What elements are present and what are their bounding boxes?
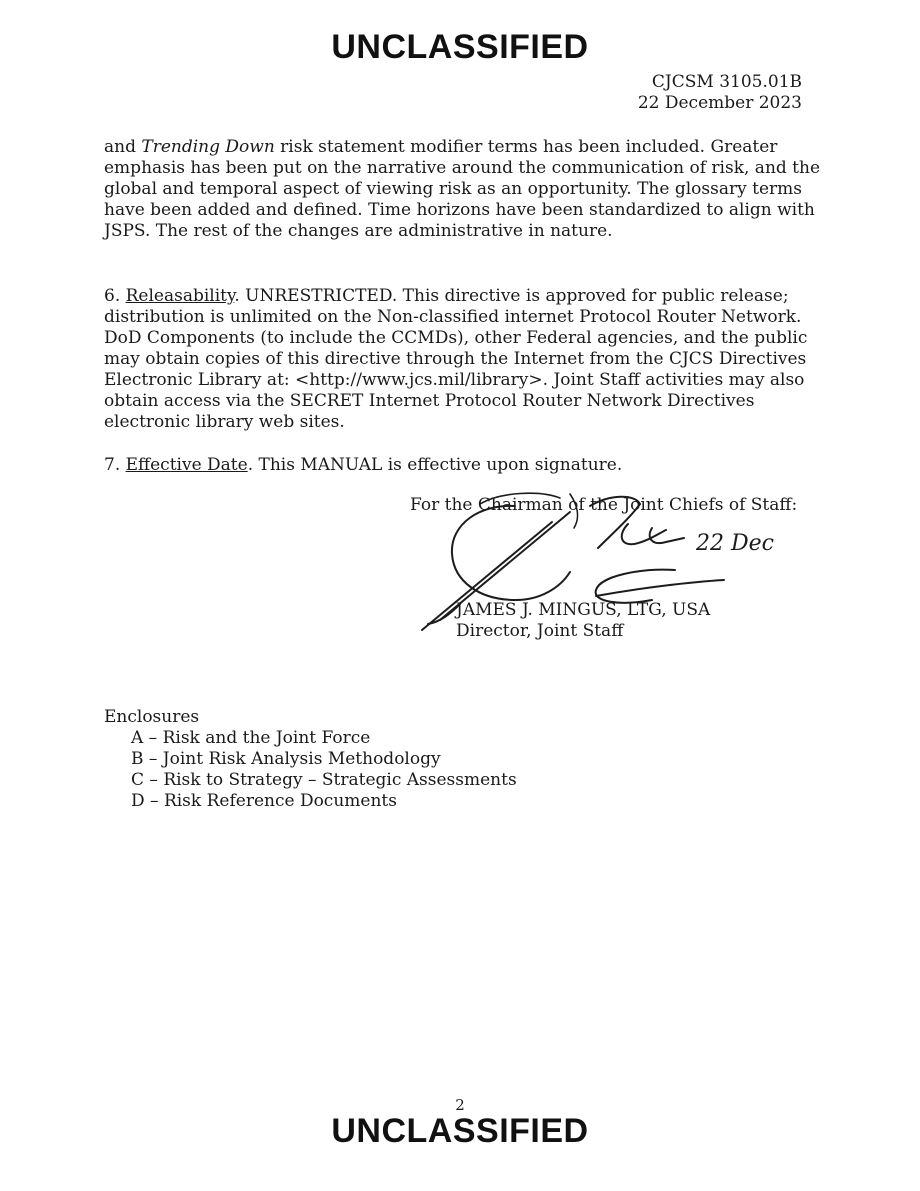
effective-date-paragraph <box>104 455 824 476</box>
document-number: CJCSM 3105.01B <box>651 72 802 92</box>
signer-title: Director, Joint Staff <box>456 621 624 641</box>
paragraph-continuation <box>104 137 824 242</box>
enclosures-list <box>104 707 517 812</box>
handwritten-date: 22 Dec <box>696 531 774 556</box>
paragraph-emphasis: Trending Down <box>141 137 275 157</box>
enclosures-items <box>131 728 517 812</box>
classification-header: UNCLASSIFIED <box>331 28 589 66</box>
document-meta <box>638 72 802 114</box>
effective-date-text: . This MANUAL is effective upon signature. <box>247 455 623 475</box>
list-item: A – Risk and the Joint Force <box>131 728 371 748</box>
releasability-text: . UNRESTRICTED. This directive is approved for public release; distribution is unlimited on the Non-classified internet Protocol Router Network. DoD Components (to include the CCMDs), other Federal agencies, and the public may obtain copies of this directive through the Internet from the CJCS Directives Electronic Library at: <http://www.jcs.mil/library>. Joint Staff activities may also obtain access via the SECRET Internet Protocol Router Network Directives electronic library web sites. <box>104 286 808 432</box>
releasability-heading: Releasability <box>125 286 235 306</box>
effective-date-heading: Effective Date <box>125 455 248 475</box>
effective-date-number: 7. <box>104 455 126 475</box>
paragraph-lead: and <box>104 137 142 157</box>
releasability-paragraph <box>104 286 824 433</box>
list-item: D – Risk Reference Documents <box>131 791 397 811</box>
enclosures-heading: Enclosures <box>104 707 200 727</box>
signature-intro: For the Chairman of the Joint Chiefs of Staff: <box>410 495 798 515</box>
classification-footer: UNCLASSIFIED <box>331 1112 589 1150</box>
document-date: 22 December 2023 <box>637 93 802 113</box>
signer-block <box>456 600 710 642</box>
list-item: C – Risk to Strategy – Strategic Assessments <box>131 770 517 790</box>
list-item: B – Joint Risk Analysis Methodology <box>131 749 441 769</box>
signer-name: JAMES J. MINGUS, LTG, USA <box>456 600 711 620</box>
paragraph-rest: risk statement modifier terms has been included. Greater emphasis has been put on the narrative around the communication of risk, and the global and temporal aspect of viewing risk as an opportunity. The glossary terms have been added and defined. Time horizons have been standardized to align with JSPS. The rest of the changes are administrative in nature. <box>104 137 821 241</box>
releasability-number: 6. <box>104 286 126 306</box>
page-number: 2 <box>455 1096 465 1114</box>
